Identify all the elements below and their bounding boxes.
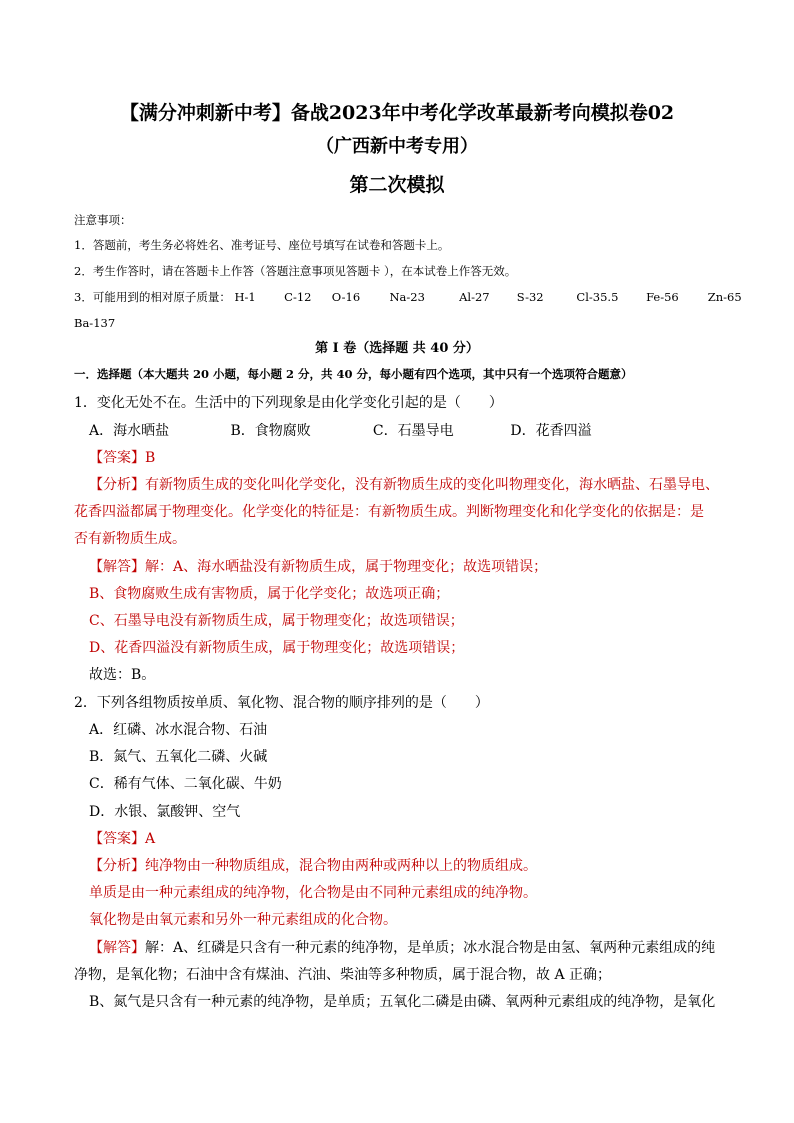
document-title: 【满分冲刺新中考】备战2023年中考化学改革最新考向模拟卷02 xyxy=(119,102,675,124)
atomic-mass: H-1 xyxy=(234,290,256,304)
q2-analysis-line: 【分析】纯净物由一种物质组成，混合物由两种或两种以上的物质组成。 xyxy=(89,858,537,874)
document-subtitle: （广西新中考专用） xyxy=(316,136,478,157)
atomic-mass: Al-27 xyxy=(459,290,490,304)
atomic-mass: Na-23 xyxy=(389,290,425,304)
atomic-mass: Zn-65 xyxy=(707,290,742,304)
note-3 xyxy=(74,287,742,307)
q1-solution-line: C、石墨导电没有新物质生成，属于物理变化；故选项错误； xyxy=(89,613,464,629)
q2-option-c: C．稀有气体、二氧化碳、牛奶 xyxy=(89,776,282,792)
atomic-mass: Cl-35.5 xyxy=(576,290,619,304)
q1-analysis-line: 否有新物质生成。 xyxy=(74,531,186,547)
q1-option-b: B．食物腐败 xyxy=(230,423,311,439)
q2-option-d: D．水银、氯酸钾、空气 xyxy=(89,804,241,820)
note-3-wrap: Ba-137 xyxy=(74,316,116,330)
q1-option-c: C．石墨导电 xyxy=(372,423,454,439)
answer-label: 【答案】 xyxy=(89,831,145,847)
q2-answer xyxy=(89,829,749,849)
q1-solution-line: 【解答】解：A、海水晒盐没有新物质生成，属于物理变化；故选项错误； xyxy=(89,559,548,575)
q2-solution-line: 净物，是氧化物；石油中含有煤油、汽油、柴油等多种物质，属于混合物，故 A 正确； xyxy=(74,967,612,983)
answer-value: B xyxy=(145,450,156,466)
q1-conclusion: 故选：B。 xyxy=(89,667,156,683)
note-2: 2．考生作答时，请在答题卡上作答（答题注意事项见答题卡 ），在本试卷上作答无效。 xyxy=(74,264,517,278)
q2-analysis-line: 单质是由一种元素组成的纯净物，化合物是由不同种元素组成的纯净物。 xyxy=(89,885,537,901)
q1-solution-line: D、花香四溢没有新物质生成，属于物理变化；故选项错误； xyxy=(89,640,465,656)
part1-heading: 一．选择题（本大题共 20 小题，每小题 2 分，共 40 分，每小题有四个选项，其中只有一个选项符合题意） xyxy=(74,367,633,381)
answer-value: A xyxy=(145,831,156,847)
answer-label: 【答案】 xyxy=(89,450,145,466)
q1-answer xyxy=(89,448,749,468)
q1-option-d: D．花香四溢 xyxy=(510,423,592,439)
q1-option-a: A．海水晒盐 xyxy=(89,423,170,439)
q2-stem: 2．下列各组物质按单质、氧化物、混合物的顺序排列的是（ ） xyxy=(74,695,489,711)
q2-option-b: B．氮气、五氧化二磷、火碱 xyxy=(89,749,268,765)
q1-analysis-line: 【分析】有新物质生成的变化叫化学变化，没有新物质生成的变化叫物理变化，海水晒盐、石墨导电、 xyxy=(89,477,719,493)
atomic-mass: Fe-56 xyxy=(646,290,679,304)
q2-analysis-line: 氧化物是由氧元素和另外一种元素组成的化合物。 xyxy=(89,912,397,928)
exam-mode: 第二次模拟 xyxy=(349,174,445,196)
solution-label: 【解答】 xyxy=(89,940,145,956)
q2-solution-line xyxy=(89,938,749,958)
q1-options xyxy=(89,421,749,441)
q1-stem: 1．变化无处不在。生活中的下列现象是由化学变化引起的是（ ） xyxy=(74,395,503,411)
atomic-mass: O-16 xyxy=(331,290,361,304)
q1-analysis-line: 花香四溢都属于物理变化。化学变化的特征是：有新物质生成。判断物理变化和化学变化的依据是：是 xyxy=(74,504,704,520)
note-3-prefix: 3．可能用到的相对原子质量： xyxy=(74,290,231,304)
q2-option-a: A．红磷、冰水混合物、石油 xyxy=(89,722,268,738)
section-title: 第 I 卷（选择题 共 40 分） xyxy=(315,341,479,356)
atomic-mass: S-32 xyxy=(516,290,544,304)
atomic-mass: C-12 xyxy=(284,290,312,304)
q1-solution-line: B、食物腐败生成有害物质，属于化学变化；故选项正确； xyxy=(89,586,450,602)
note-1: 1．答题前，考生务必将姓名、准考证号、座位号填写在试卷和答题卡上。 xyxy=(74,238,450,252)
notes-heading: 注意事项： xyxy=(74,213,132,227)
solution-text: 解：A、红磷是只含有一种元素的纯净物，是单质；冰水混合物是由氢、氧两种元素组成的纯 xyxy=(145,940,716,956)
q2-solution-line: B、氮气是只含有一种元素的纯净物，是单质；五氧化二磷是由磷、氧两种元素组成的纯净物，是氧化 xyxy=(89,994,716,1010)
